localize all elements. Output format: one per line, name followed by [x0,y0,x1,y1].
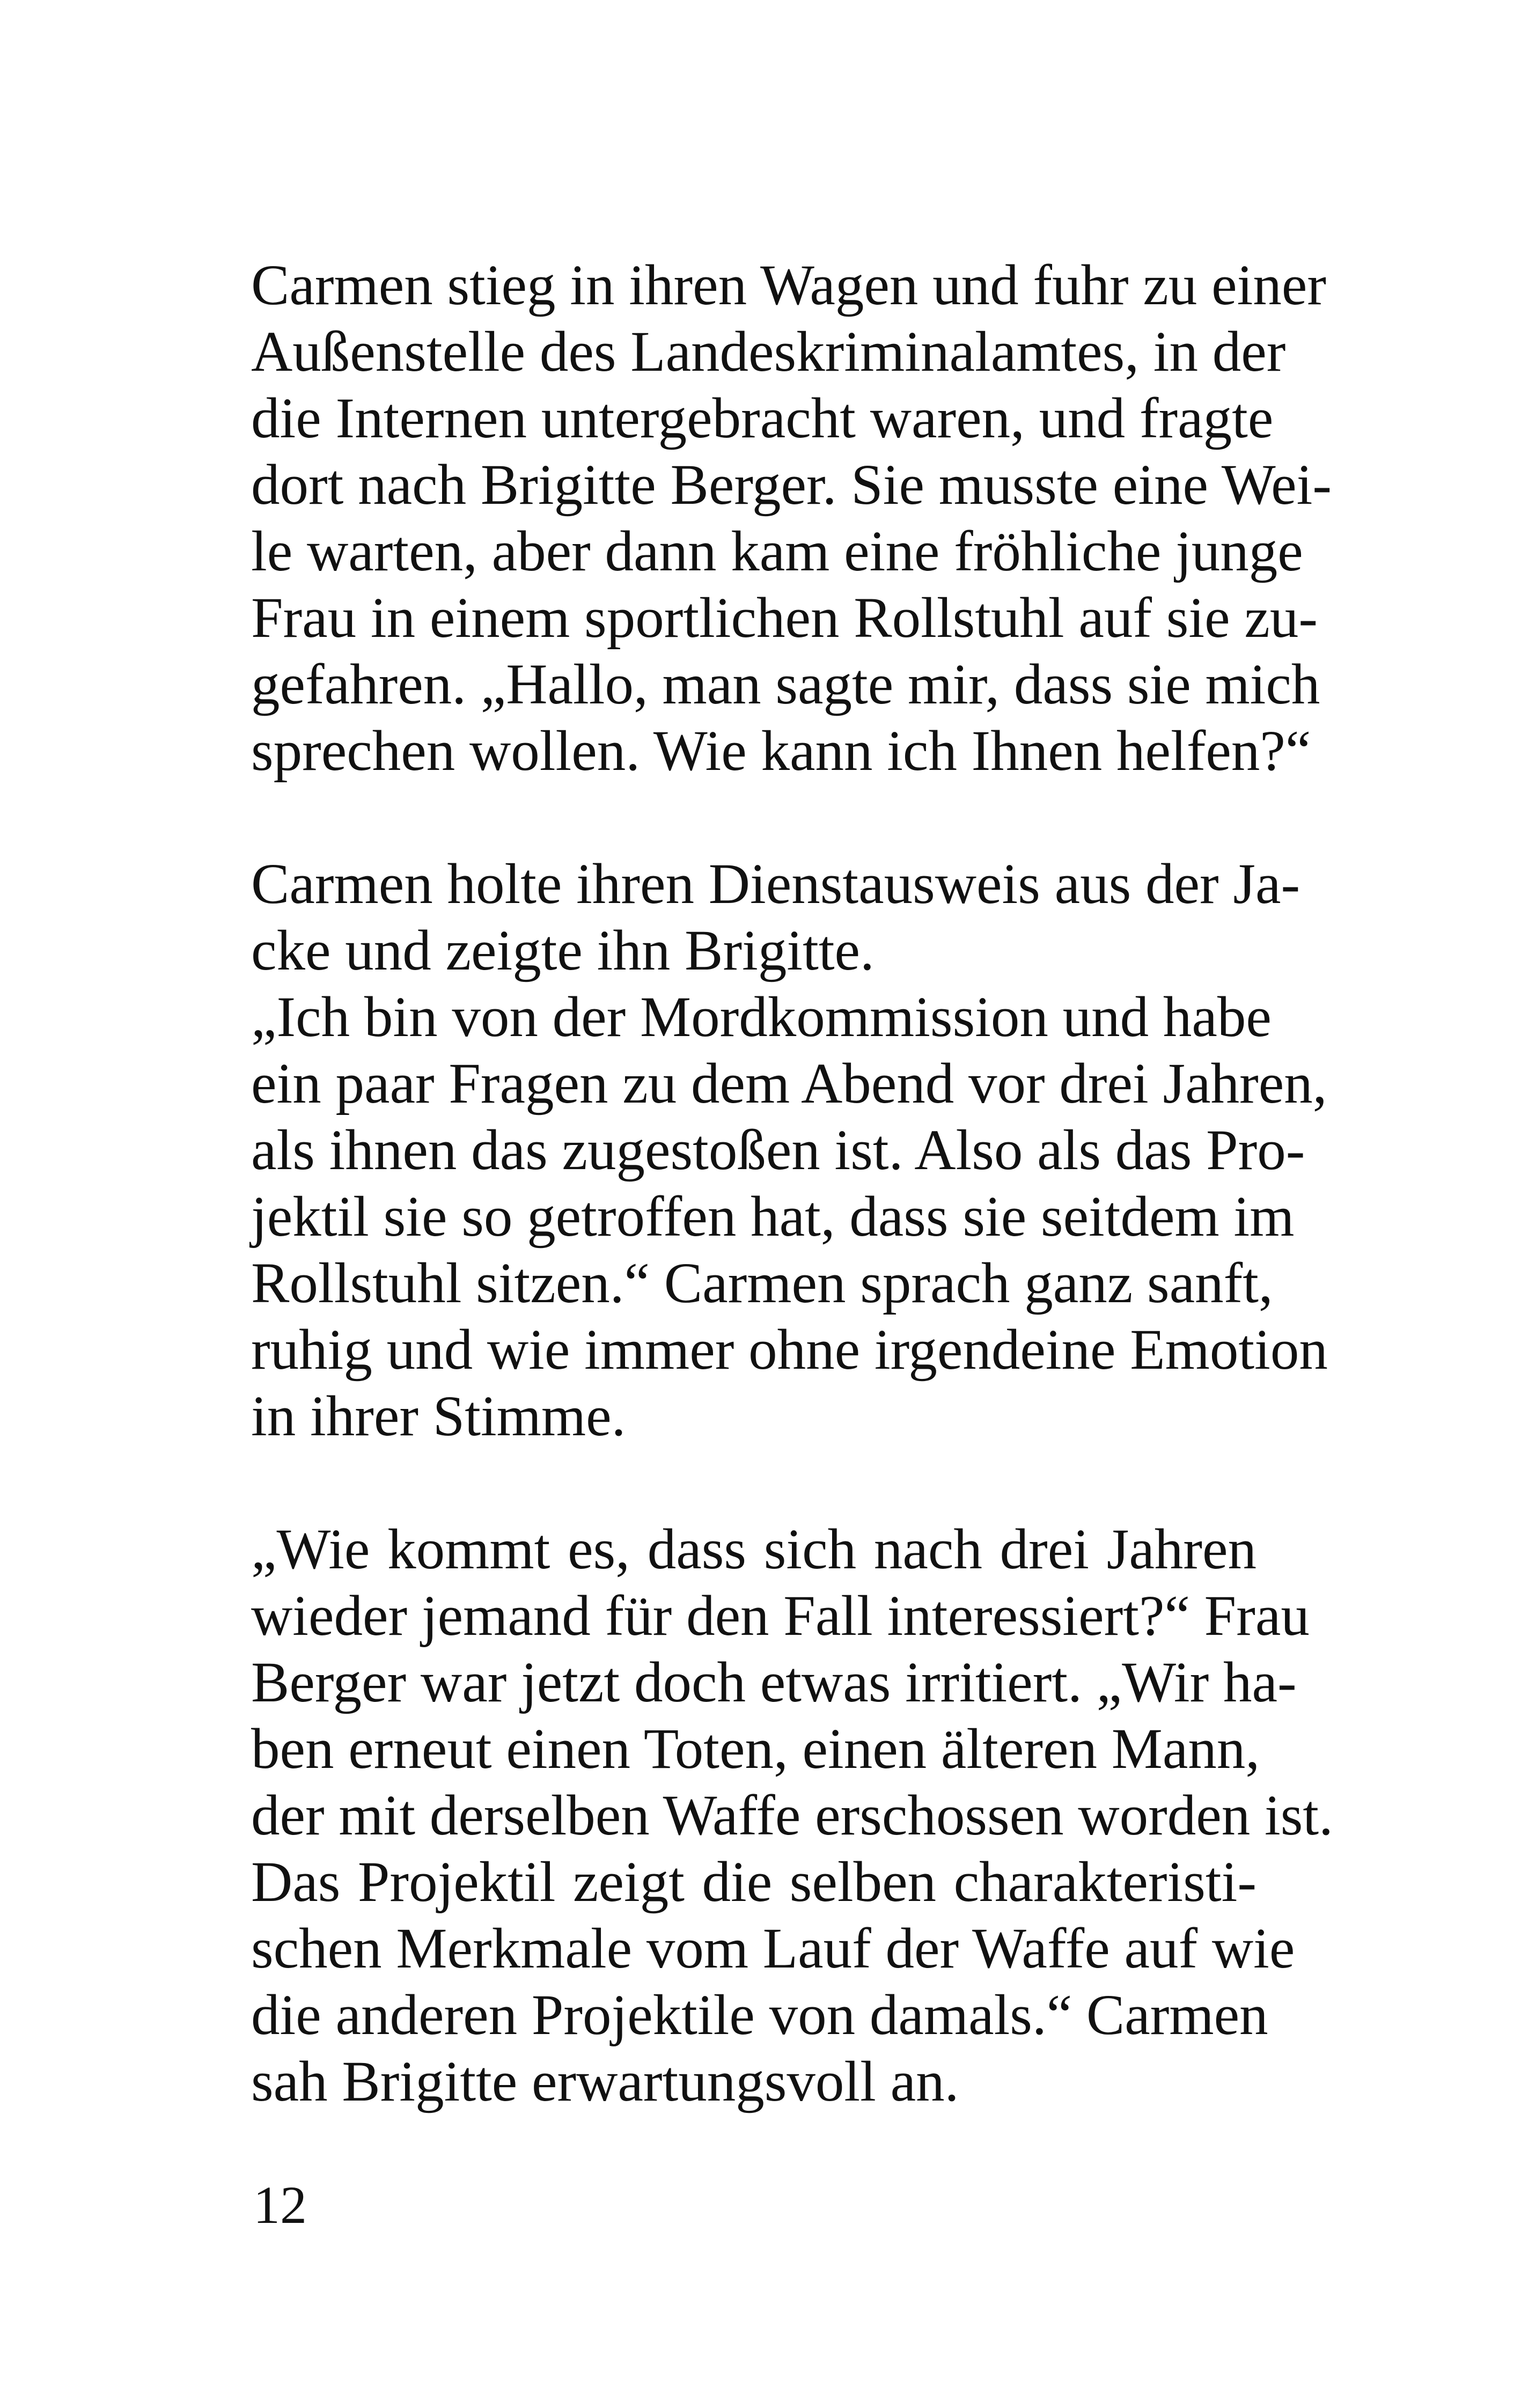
text-line: jektil sie so getroffen hat, dass sie seitdem im [251,1185,1295,1249]
text-line: dort nach Brigitte Berger. Sie musste eine Wei- [251,453,1332,517]
text-line: in ihrer Stimme. [251,1385,626,1448]
text-line: „Ich bin von der Mordkommission und habe [251,986,1272,1049]
text-line: Carmen stieg in ihren Wagen und fuhr zu einer [251,254,1326,317]
text-line: Frau in einem sportlichen Rollstuhl auf sie zu- [251,586,1318,650]
text-line: Carmen holte ihren Dienstausweis aus der Ja- [251,853,1300,916]
text-line: Das Projektil zeigt die selben charakteristi- [251,1851,1257,1914]
text-line: ein paar Fragen zu dem Abend vor drei Jahren, [251,1052,1327,1115]
text-line: die anderen Projektile von damals.“ Carmen [251,1984,1268,2047]
text-line: gefahren. „Hallo, man sagte mir, dass sie mich [251,653,1320,716]
text-line: le warten, aber dann kam eine fröhliche junge [251,520,1303,583]
text-line: der mit derselben Waffe erschossen worden ist. [251,1784,1333,1847]
text-line: Rollstuhl sitzen.“ Carmen sprach ganz sanft, [251,1252,1273,1315]
text-line: cke und zeigte ihn Brigitte. [251,919,875,982]
text-line: die Internen untergebracht waren, und fragte [251,387,1274,450]
text-line: wieder jemand für den Fall interessiert?“ Frau [251,1584,1310,1648]
text-line: schen Merkmale vom Lauf der Waffe auf wie [251,1917,1295,1980]
text-line: ben erneut einen Toten, einen älteren Mann, [251,1717,1260,1781]
text-line: als ihnen das zugestoßen ist. Also als das Pro- [251,1119,1305,1182]
text-line: ruhig und wie immer ohne irgendeine Emotion [251,1318,1328,1382]
text-line: sprechen wollen. Wie kann ich Ihnen helfen?“ [251,720,1311,783]
text-line: sah Brigitte erwartungsvoll an. [251,2050,959,2113]
text-line: Außenstelle des Landeskriminalamtes, in der [251,320,1286,384]
text-line: „Wie kommt es, dass sich nach drei Jahren [251,1518,1257,1581]
text-line: Berger war jetzt doch etwas irritiert. „Wir ha- [251,1651,1297,1714]
page-number: 12 [253,2175,307,2235]
